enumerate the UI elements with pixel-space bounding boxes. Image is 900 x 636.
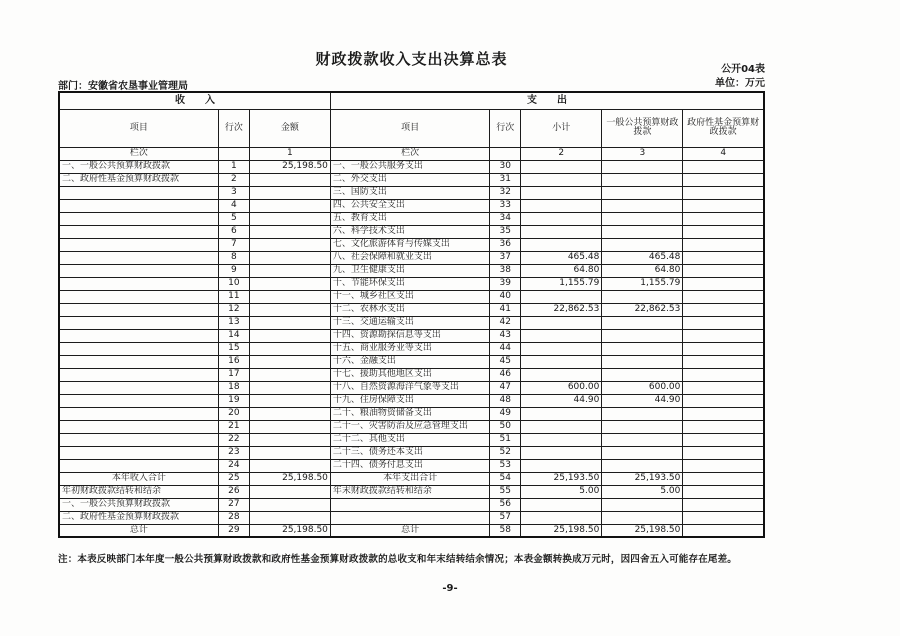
expense-item-cell: 二、外交支出 [330,173,489,186]
income-line-cell: 8 [218,251,249,264]
expense-line-cell: 31 [490,173,521,186]
expense-subtotal-cell [521,511,602,524]
expense-item-cell: 二十三、债务还本支出 [330,446,489,459]
income-item-cell [59,394,218,407]
income-amount-cell [249,290,330,303]
col-header-expense-line: 行次 [490,109,521,147]
table-row [59,238,764,251]
table-row [59,316,764,329]
expense-general-cell [602,238,683,251]
expense-subtotal-cell: 22,862.53 [521,303,602,316]
expense-subtotal-cell [521,498,602,511]
income-amount-cell [249,225,330,238]
income-line-cell: 19 [218,394,249,407]
expense-line-cell: 44 [490,342,521,355]
table-row [59,355,764,368]
income-amount-cell [249,316,330,329]
expense-line-cell: 52 [490,446,521,459]
income-section-banner: 收入 [59,92,330,109]
expense-item-cell: 十一、城乡社区支出 [330,290,489,303]
expense-line-cell: 43 [490,329,521,342]
income-amount-cell [249,485,330,498]
income-item-cell [59,420,218,433]
expense-general-cell [602,316,683,329]
expense-fund-cell [683,446,764,459]
expense-general-cell [602,446,683,459]
expense-item-cell: 九、卫生健康支出 [330,264,489,277]
income-item-cell [59,381,218,394]
table-row [59,342,764,355]
expense-line-cell: 54 [490,472,521,485]
expense-item-cell: 十五、商业服务业等支出 [330,342,489,355]
income-amount-cell [249,381,330,394]
expense-line-cell: 55 [490,485,521,498]
expense-fund-cell [683,394,764,407]
income-amount-cell [249,173,330,186]
expense-item-cell: 十八、自然资源海洋气象等支出 [330,381,489,394]
expense-subtotal-cell: 600.00 [521,381,602,394]
expense-line-cell: 51 [490,433,521,446]
expense-item-cell: 二十二、其他支出 [330,433,489,446]
expense-item-cell: 十四、资源勘探信息等支出 [330,329,489,342]
income-line-cell: 13 [218,316,249,329]
income-item-cell [59,407,218,420]
expense-line-cell: 47 [490,381,521,394]
expense-fund-cell [683,264,764,277]
guide-expense-label: 栏次 [330,147,489,160]
expense-general-cell [602,329,683,342]
income-line-cell: 3 [218,186,249,199]
table-row [59,420,764,433]
expense-fund-cell [683,485,764,498]
expense-item-cell: 十七、援助其他地区支出 [330,368,489,381]
expense-general-cell: 25,193.50 [602,472,683,485]
expense-fund-cell [683,511,764,524]
income-amount-cell [249,251,330,264]
col-header-expense-general: 一般公共预算财政拨款 [602,109,683,147]
expense-item-cell: 八、社会保障和就业支出 [330,251,489,264]
footnote: 注：本表反映部门本年度一般公共预算财政拨款和政府性基金预算财政拨款的总收支和年末结转结余情况；本表金额转换成万元时，因四舍五入可能存在尾差。 [58,554,738,565]
income-line-cell: 27 [218,498,249,511]
income-amount-cell [249,511,330,524]
col-header-expense-fund: 政府性基金预算财政拨款 [683,109,764,147]
expense-subtotal-cell [521,433,602,446]
expense-general-cell [602,199,683,212]
table-row [59,407,764,420]
expense-general-cell: 600.00 [602,381,683,394]
income-line-cell: 14 [218,329,249,342]
expense-line-cell: 39 [490,277,521,290]
income-item-cell [59,368,218,381]
income-amount-cell: 25,198.50 [249,472,330,485]
guide-income-line [218,147,249,160]
income-line-cell: 9 [218,264,249,277]
income-item-cell: 本年收入合计 [59,472,218,485]
table-row [59,212,764,225]
expense-fund-cell [683,472,764,485]
expense-item-cell: 十、节能环保支出 [330,277,489,290]
income-line-cell: 11 [218,290,249,303]
expense-subtotal-cell [521,173,602,186]
expense-subtotal-cell [521,368,602,381]
income-item-cell: 年初财政拨款结转和结余 [59,485,218,498]
income-amount-cell [249,303,330,316]
table-row [59,225,764,238]
guide-expense-subtotal-col: 2 [521,147,602,160]
expense-general-cell [602,420,683,433]
expense-general-cell [602,459,683,472]
expense-subtotal-cell: 44.90 [521,394,602,407]
expense-line-cell: 36 [490,238,521,251]
expense-line-cell: 40 [490,290,521,303]
income-amount-cell [249,186,330,199]
expense-subtotal-cell [521,342,602,355]
expense-general-cell: 44.90 [602,394,683,407]
department-label: 部门：安徽省农垦事业管理局 [58,81,188,92]
income-item-cell [59,199,218,212]
income-amount-cell: 25,198.50 [249,160,330,173]
income-amount-cell [249,420,330,433]
income-item-cell [59,238,218,251]
expense-item-cell: 四、公共安全支出 [330,199,489,212]
col-header-expense-item: 项目 [330,109,489,147]
expense-item-cell: 本年支出合计 [330,472,489,485]
expense-line-cell: 46 [490,368,521,381]
expense-subtotal-cell [521,225,602,238]
income-item-cell [59,277,218,290]
expense-fund-cell [683,368,764,381]
income-item-cell [59,459,218,472]
expense-general-cell [602,355,683,368]
table-row [59,394,764,407]
col-header-income-item: 项目 [59,109,218,147]
expense-general-cell [602,342,683,355]
guide-expense-line [490,147,521,160]
expense-general-cell [602,212,683,225]
income-item-cell: 二、政府性基金预算财政拨款 [59,511,218,524]
expense-fund-cell [683,381,764,394]
expense-item-cell: 二十四、债务付息支出 [330,459,489,472]
guide-income-label: 栏次 [59,147,218,160]
income-line-cell: 18 [218,381,249,394]
table-row [59,498,764,511]
expense-fund-cell [683,251,764,264]
expense-general-cell [602,498,683,511]
expense-fund-cell [683,212,764,225]
table-row [59,290,764,303]
expense-subtotal-cell [521,420,602,433]
income-line-cell: 10 [218,277,249,290]
income-item-cell [59,329,218,342]
expense-subtotal-cell: 465.48 [521,251,602,264]
expense-line-cell: 48 [490,394,521,407]
table-row [59,472,764,485]
section-banner-row [59,92,764,109]
expense-fund-cell [683,199,764,212]
income-item-cell: 二、政府性基金预算财政拨款 [59,173,218,186]
income-amount-cell [249,368,330,381]
guide-income-amount-col: 1 [249,147,330,160]
income-item-cell [59,342,218,355]
page-title: 财政拨款收入支出决算总表 [315,50,508,68]
income-item-cell [59,446,218,459]
income-line-cell: 2 [218,173,249,186]
expense-item-cell: 七、文化旅游体育与传媒支出 [330,238,489,251]
expense-general-cell [602,407,683,420]
expense-subtotal-cell: 5.00 [521,485,602,498]
expense-subtotal-cell [521,316,602,329]
income-amount-cell [249,498,330,511]
income-amount-cell [249,355,330,368]
income-item-cell [59,186,218,199]
expense-fund-cell [683,524,764,537]
income-amount-cell [249,433,330,446]
income-line-cell: 25 [218,472,249,485]
income-amount-cell [249,446,330,459]
income-amount-cell [249,329,330,342]
guide-expense-general-col: 3 [602,147,683,160]
income-item-cell [59,355,218,368]
table-row [59,433,764,446]
table-code-label: 公开04表 [721,64,765,75]
expense-general-cell [602,160,683,173]
col-header-income-amount: 金额 [249,109,330,147]
expense-general-cell [602,186,683,199]
expense-subtotal-cell [521,199,602,212]
table-row [59,511,764,524]
expense-line-cell: 50 [490,420,521,433]
expense-item-cell: 二十一、灾害防治及应急管理支出 [330,420,489,433]
table-row [59,459,764,472]
income-amount-cell [249,407,330,420]
expense-fund-cell [683,420,764,433]
expense-subtotal-cell [521,446,602,459]
income-line-cell: 4 [218,199,249,212]
expense-subtotal-cell: 64.80 [521,264,602,277]
income-line-cell: 21 [218,420,249,433]
expense-item-cell: 三、国防支出 [330,186,489,199]
income-line-cell: 12 [218,303,249,316]
expense-fund-cell [683,186,764,199]
expense-subtotal-cell [521,407,602,420]
expense-fund-cell [683,173,764,186]
expense-fund-cell [683,238,764,251]
expense-fund-cell [683,290,764,303]
income-item-cell [59,316,218,329]
expense-line-cell: 32 [490,186,521,199]
income-item-cell: 一、一般公共预算财政拨款 [59,160,218,173]
table-row [59,524,764,537]
table-row [59,173,764,186]
income-line-cell: 22 [218,433,249,446]
income-amount-cell [249,342,330,355]
expense-general-cell [602,511,683,524]
income-amount-cell [249,459,330,472]
income-line-cell: 20 [218,407,249,420]
income-line-cell: 24 [218,459,249,472]
expense-subtotal-cell [521,160,602,173]
income-line-cell: 17 [218,368,249,381]
income-line-cell: 23 [218,446,249,459]
table-row [59,160,764,173]
income-item-cell [59,225,218,238]
expense-item-cell: 十九、住房保障支出 [330,394,489,407]
expense-fund-cell [683,459,764,472]
income-line-cell: 5 [218,212,249,225]
table-row [59,277,764,290]
expense-line-cell: 41 [490,303,521,316]
guide-expense-fund-col: 4 [683,147,764,160]
expense-item-cell: 十二、农林水支出 [330,303,489,316]
income-amount-cell [249,212,330,225]
expense-fund-cell [683,433,764,446]
expense-line-cell: 56 [490,498,521,511]
expense-subtotal-cell: 25,198.50 [521,524,602,537]
expense-line-cell: 57 [490,511,521,524]
income-item-cell [59,433,218,446]
col-header-expense-subtotal: 小计 [521,109,602,147]
expense-subtotal-cell [521,212,602,225]
income-item-cell: 一、一般公共预算财政拨款 [59,498,218,511]
expense-subtotal-cell [521,186,602,199]
fiscal-summary-table [58,91,765,538]
income-item-cell [59,212,218,225]
table-row [59,381,764,394]
expense-general-cell: 22,862.53 [602,303,683,316]
income-amount-cell [249,264,330,277]
table-row [59,199,764,212]
table-row [59,368,764,381]
unit-label: 单位：万元 [715,78,765,89]
expense-fund-cell [683,329,764,342]
expense-line-cell: 45 [490,355,521,368]
expense-item-cell: 十三、交通运输支出 [330,316,489,329]
expense-line-cell: 38 [490,264,521,277]
expense-fund-cell [683,498,764,511]
expense-item-cell: 十六、金融支出 [330,355,489,368]
income-item-cell [59,303,218,316]
expense-line-cell: 49 [490,407,521,420]
expense-subtotal-cell: 1,155.79 [521,277,602,290]
expense-line-cell: 58 [490,524,521,537]
table-row [59,446,764,459]
expense-fund-cell [683,225,764,238]
table-row [59,485,764,498]
expense-subtotal-cell [521,290,602,303]
expense-fund-cell [683,355,764,368]
income-item-cell [59,290,218,303]
expense-line-cell: 37 [490,251,521,264]
expense-general-cell [602,173,683,186]
expense-general-cell: 465.48 [602,251,683,264]
income-amount-cell [249,199,330,212]
table-row [59,264,764,277]
income-item-cell [59,251,218,264]
income-line-cell: 6 [218,225,249,238]
expense-general-cell [602,225,683,238]
income-line-cell: 28 [218,511,249,524]
expense-general-cell [602,290,683,303]
expense-general-cell: 5.00 [602,485,683,498]
expense-section-banner: 支出 [330,92,764,109]
expense-item-cell: 二十、粮油物资储备支出 [330,407,489,420]
expense-general-cell: 1,155.79 [602,277,683,290]
expense-fund-cell [683,277,764,290]
expense-item-cell: 一、一般公共服务支出 [330,160,489,173]
expense-line-cell: 33 [490,199,521,212]
expense-item-cell: 总计 [330,524,489,537]
expense-subtotal-cell [521,355,602,368]
income-line-cell: 26 [218,485,249,498]
table-row [59,303,764,316]
expense-line-cell: 53 [490,459,521,472]
income-item-cell: 总计 [59,524,218,537]
income-line-cell: 29 [218,524,249,537]
income-line-cell: 7 [218,238,249,251]
col-header-income-line: 行次 [218,109,249,147]
expense-subtotal-cell [521,238,602,251]
income-item-cell [59,264,218,277]
expense-fund-cell [683,160,764,173]
expense-general-cell: 64.80 [602,264,683,277]
income-line-cell: 16 [218,355,249,368]
table-row [59,329,764,342]
expense-subtotal-cell [521,459,602,472]
page-number: -9- [442,583,458,594]
income-amount-cell: 25,198.50 [249,524,330,537]
expense-item-cell [330,511,489,524]
expense-item-cell: 年末财政拨款结转和结余 [330,485,489,498]
expense-line-cell: 42 [490,316,521,329]
expense-fund-cell [683,316,764,329]
table-row [59,186,764,199]
income-amount-cell [249,277,330,290]
expense-general-cell: 25,198.50 [602,524,683,537]
expense-fund-cell [683,303,764,316]
expense-fund-cell [683,342,764,355]
expense-general-cell [602,368,683,381]
expense-line-cell: 35 [490,225,521,238]
income-line-cell: 1 [218,160,249,173]
expense-line-cell: 30 [490,160,521,173]
income-line-cell: 15 [218,342,249,355]
table-row [59,251,764,264]
expense-general-cell [602,433,683,446]
expense-item-cell: 六、科学技术支出 [330,225,489,238]
income-amount-cell [249,238,330,251]
column-index-row [59,147,764,160]
expense-item-cell [330,498,489,511]
expense-item-cell: 五、教育支出 [330,212,489,225]
expense-subtotal-cell: 25,193.50 [521,472,602,485]
column-header-row [59,109,764,147]
expense-line-cell: 34 [490,212,521,225]
expense-fund-cell [683,407,764,420]
expense-subtotal-cell [521,329,602,342]
income-amount-cell [249,394,330,407]
